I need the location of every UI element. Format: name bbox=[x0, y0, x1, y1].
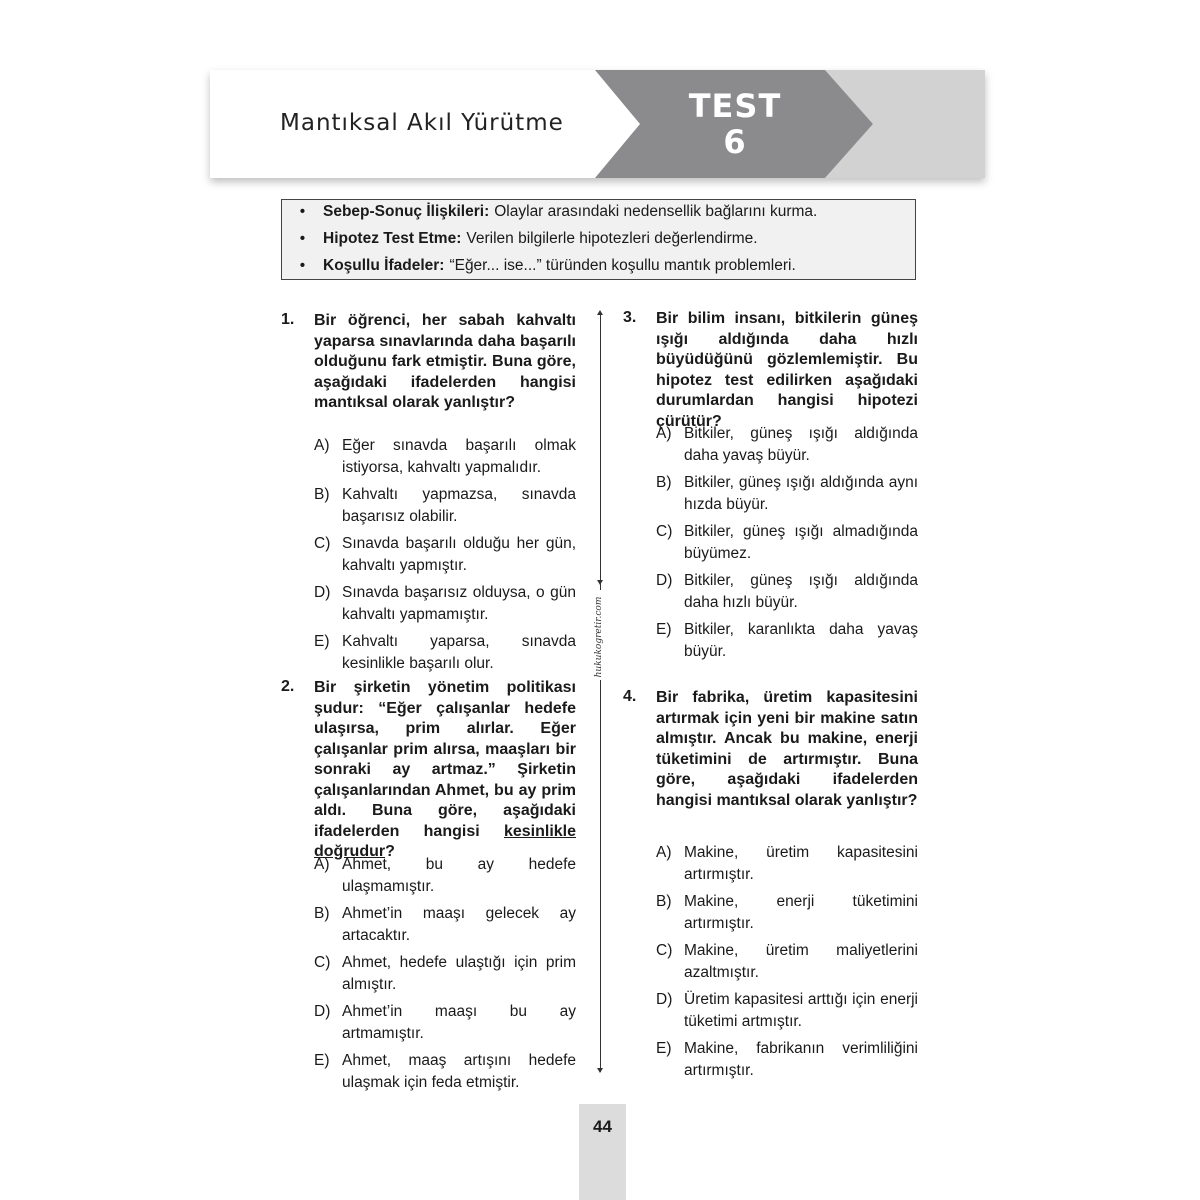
option-letter: E) bbox=[314, 633, 330, 650]
stem-end: ? bbox=[385, 843, 395, 860]
bullet-icon: • bbox=[299, 230, 306, 247]
option-a[interactable] bbox=[656, 842, 918, 885]
option-a[interactable] bbox=[314, 854, 576, 897]
option-text: Bitkiler, güneş ışığı almadığında büyümez. bbox=[684, 523, 918, 562]
option-text: Sınavda başarılı olduğu her gün, kahvaltı yapmıştır. bbox=[342, 535, 576, 574]
option-letter: C) bbox=[656, 942, 673, 959]
header-banner bbox=[210, 70, 985, 178]
info-item bbox=[282, 203, 915, 230]
info-term: Hipotez Test Etme: bbox=[323, 230, 462, 247]
option-letter: D) bbox=[656, 991, 673, 1008]
option-text: Makine, enerji tüketimini artırmıştır. bbox=[684, 893, 918, 932]
page-number: 44 bbox=[593, 1117, 612, 1136]
option-d[interactable] bbox=[314, 582, 576, 625]
divider-arrow-up-icon bbox=[597, 310, 603, 315]
info-term: Sebep-Sonuç İlişkileri: bbox=[323, 203, 490, 220]
option-letter: B) bbox=[656, 893, 672, 910]
option-a[interactable] bbox=[656, 423, 918, 466]
option-c[interactable] bbox=[656, 940, 918, 983]
option-text: Bitkiler, güneş ışığı aldığında daha hızlı büyür. bbox=[684, 572, 918, 611]
option-letter: B) bbox=[314, 486, 330, 503]
option-text: Makine, fabrikanın verimliliğini artırmıştır. bbox=[684, 1040, 918, 1079]
option-letter: D) bbox=[656, 572, 673, 589]
option-e[interactable] bbox=[656, 1038, 918, 1081]
option-letter: D) bbox=[314, 584, 331, 601]
test-word: TEST bbox=[688, 87, 782, 125]
bullet-icon: • bbox=[299, 203, 306, 220]
test-number: 6 bbox=[723, 123, 747, 161]
option-text: Sınavda başarısız olduysa, o gün kahvaltı yapmamıştır. bbox=[342, 584, 576, 623]
answer-options bbox=[314, 435, 576, 680]
question-number: 2. bbox=[281, 678, 295, 695]
option-letter: E) bbox=[656, 1040, 672, 1057]
option-letter: A) bbox=[656, 425, 672, 442]
info-term: Koşullu İfadeler: bbox=[323, 257, 445, 274]
option-e[interactable] bbox=[314, 1050, 576, 1093]
option-letter: B) bbox=[656, 474, 672, 491]
topic-summary-box bbox=[281, 199, 916, 280]
option-text: Kahvaltı yapmazsa, sınavda başarısız olabilir. bbox=[342, 486, 576, 525]
option-c[interactable] bbox=[314, 952, 576, 995]
option-text: Ahmet’in maaşı bu ay artmamıştır. bbox=[342, 1003, 576, 1042]
stem-text: Bir şirketin yönetim politikası şudur: “Eğer çalışanlar hedefe ulaşırsa, prim alırlar. Eğer çalışanlar prim alırsa, maaşları bir sonraki ay artmaz.” Şirketin çalışanlarından Ahmet, bu ay prim aldı. Buna göre, aşağıdaki ifadelerden hangisi bbox=[314, 679, 576, 840]
info-item bbox=[282, 230, 915, 257]
bullet-icon: • bbox=[299, 257, 306, 274]
option-letter: C) bbox=[314, 535, 331, 552]
option-text: Ahmet’in maaşı gelecek ay artacaktır. bbox=[342, 905, 576, 944]
option-text: Üretim kapasitesi arttığı için enerji tüketimi artmıştır. bbox=[684, 991, 918, 1030]
option-e[interactable] bbox=[656, 619, 918, 662]
option-a[interactable] bbox=[314, 435, 576, 478]
answer-options bbox=[314, 854, 576, 1099]
page-title: Mantıksal Akıl Yürütme bbox=[280, 110, 564, 136]
divider-arrow-down-icon bbox=[597, 580, 603, 585]
option-e[interactable] bbox=[314, 631, 576, 674]
question-stem: Bir bilim insanı, bitkilerin güneş ışığı aldığında daha hızlı büyüdüğünü gözlemlemiştir. Bu hipotez test edilirken aşağıdaki durumlardan hangisi hipotezi çürütür? bbox=[656, 310, 918, 430]
question-stem: Bir öğrenci, her sabah kahvaltı yaparsa sınavlarında daha başarılı olduğunu fark etmiştir. Buna göre, aşağıdaki ifadelerden hangisi mantıksal olarak yanlıştır? bbox=[314, 312, 576, 411]
info-text: Olaylar arasındaki nedensellik bağlarını kurma. bbox=[494, 203, 818, 220]
option-letter: C) bbox=[314, 954, 331, 971]
option-letter: A) bbox=[656, 844, 672, 861]
info-item bbox=[282, 257, 915, 284]
question-stem bbox=[314, 678, 576, 863]
option-text: Makine, üretim maliyetlerini azaltmıştır. bbox=[684, 942, 918, 981]
option-text: Makine, üretim kapasitesini artırmıştır. bbox=[684, 844, 918, 883]
question-number: 4. bbox=[623, 688, 637, 705]
option-c[interactable] bbox=[656, 521, 918, 564]
divider-arrow-down-icon bbox=[597, 1068, 603, 1073]
option-text: Ahmet, maaş artışını hedefe ulaşmak için feda etmiştir. bbox=[342, 1052, 576, 1091]
option-d[interactable] bbox=[314, 1001, 576, 1044]
option-letter: A) bbox=[314, 437, 330, 454]
info-text: “Eğer... ise...” türünden koşullu mantık problemleri. bbox=[449, 257, 796, 274]
option-letter: E) bbox=[314, 1052, 330, 1069]
stem-emphasis: kesinlikle doğrudur bbox=[314, 822, 576, 860]
info-text: Verilen bilgilerle hipotezleri değerlendirme. bbox=[466, 230, 758, 247]
option-letter: C) bbox=[656, 523, 673, 540]
option-text: Eğer sınavda başarılı olmak istiyorsa, kahvaltı yapmalıdır. bbox=[342, 437, 576, 476]
column-divider bbox=[600, 312, 601, 1072]
option-letter: E) bbox=[656, 621, 672, 638]
option-letter: B) bbox=[314, 905, 330, 922]
option-letter: A) bbox=[314, 856, 330, 873]
answer-options bbox=[656, 842, 918, 1087]
option-text: Bitkiler, karanlıkta daha yavaş büyür. bbox=[684, 621, 918, 660]
option-b[interactable] bbox=[656, 891, 918, 934]
answer-options bbox=[656, 423, 918, 668]
option-c[interactable] bbox=[314, 533, 576, 576]
question-number: 3. bbox=[623, 309, 637, 326]
test-badge bbox=[665, 88, 805, 160]
option-text: Bitkiler, güneş ışığı aldığında aynı hızda büyür. bbox=[684, 474, 918, 513]
option-text: Bitkiler, güneş ışığı aldığında daha yavaş büyür. bbox=[684, 425, 918, 464]
option-text: Ahmet, hedefe ulaştığı için prim almıştır. bbox=[342, 954, 576, 993]
question-number: 1. bbox=[281, 311, 295, 328]
option-b[interactable] bbox=[314, 903, 576, 946]
option-d[interactable] bbox=[656, 989, 918, 1032]
option-text: Ahmet, bu ay hedefe ulaşmamıştır. bbox=[342, 856, 576, 895]
option-b[interactable] bbox=[314, 484, 576, 527]
question-stem: Bir fabrika, üretim kapasitesini artırmak için yeni bir makine satın almıştır. Ancak bu makine, enerji tüketimini de artırmıştır. Buna göre, aşağıdaki ifadelerden hangisi mantıksal olarak yanlıştır? bbox=[656, 689, 918, 809]
option-letter: D) bbox=[314, 1003, 331, 1020]
option-b[interactable] bbox=[656, 472, 918, 515]
option-d[interactable] bbox=[656, 570, 918, 613]
watermark: hukukogretir.com bbox=[594, 596, 604, 678]
option-text: Kahvaltı yaparsa, sınavda kesinlikle başarılı olur. bbox=[342, 633, 576, 672]
